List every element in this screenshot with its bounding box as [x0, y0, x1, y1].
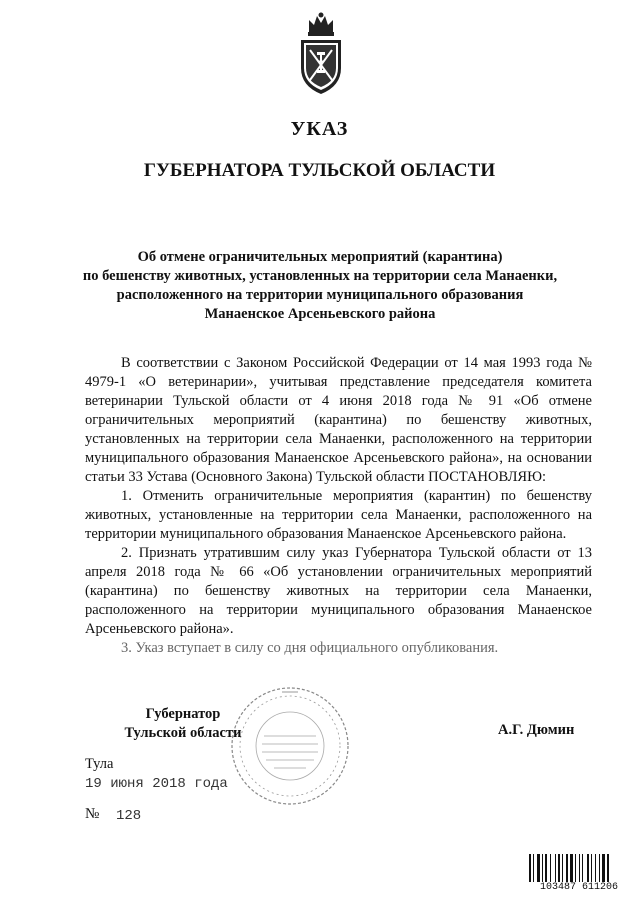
issuer-heading: ГУБЕРНАТОРА ТУЛЬСКОЙ ОБЛАСТИ [143, 160, 496, 181]
subject-line: Манаенское Арсеньевского района [204, 306, 436, 322]
signatory-title [118, 705, 248, 743]
issue-city: Тула [85, 756, 114, 772]
subject-line: расположенного на территории муниципального образования [116, 287, 524, 303]
subject-line: по бешенству животных, установленных на территории села Манаенки, [82, 268, 558, 284]
number-label: № [85, 806, 100, 822]
coat-of-arms-icon [295, 10, 347, 96]
item-2-paragraph: 2. Признать утратившим силу указ Губернатора Тульской области от 13 апреля 2018 года № 66 «Об установлении ограничительных мероприятий (карантина) по бешенству животных на территории села Манаенки, расположенного на территории муниципального образования Манаенское Арсеньевского района». [85, 545, 592, 637]
barcode-digits: 103487 611206 [529, 882, 629, 894]
signatory-title-line: Губернатор [145, 706, 221, 722]
issue-date: 19 июня 2018 года [85, 776, 228, 792]
item-1-paragraph: 1. Отменить ограничительные мероприятия (карантин) по бешенству животных, установленные на территории села Манаенки, расположенного на территории муниципального образования Манаенское Арсеньевского района. [85, 488, 592, 542]
document-subject [60, 248, 580, 324]
document-body [85, 354, 592, 658]
signatory-title-line: Тульской области [124, 725, 242, 741]
signatory-name: А.Г. Дюмин [498, 722, 575, 738]
official-seal-icon [228, 684, 352, 808]
item-3-paragraph: 3. Указ вступает в силу со дня официального опубликования. [121, 640, 499, 656]
document-type-heading: УКАЗ [290, 118, 349, 140]
document-number: 128 [116, 808, 142, 824]
preamble-paragraph: В соответствии с Законом Российской Федерации от 14 мая 1993 года № 4979-1 «О ветеринарии», учитывая представление председателя комитета ветеринарии Тульской области от 4 июня 2018 года № 91 «Об отмене ограничительных мероприятий (карантина) по бешенству животных, установленных на территории села Манаенки, расположенного на территории муниципального образования Манаенское Арсеньевского района», на основании статьи 33 Устава (Основного Закона) Тульской области ПОСТАНОВЛЯЮ: [85, 355, 592, 485]
subject-line: Об отмене ограничительных мероприятий (карантина) [137, 249, 503, 265]
